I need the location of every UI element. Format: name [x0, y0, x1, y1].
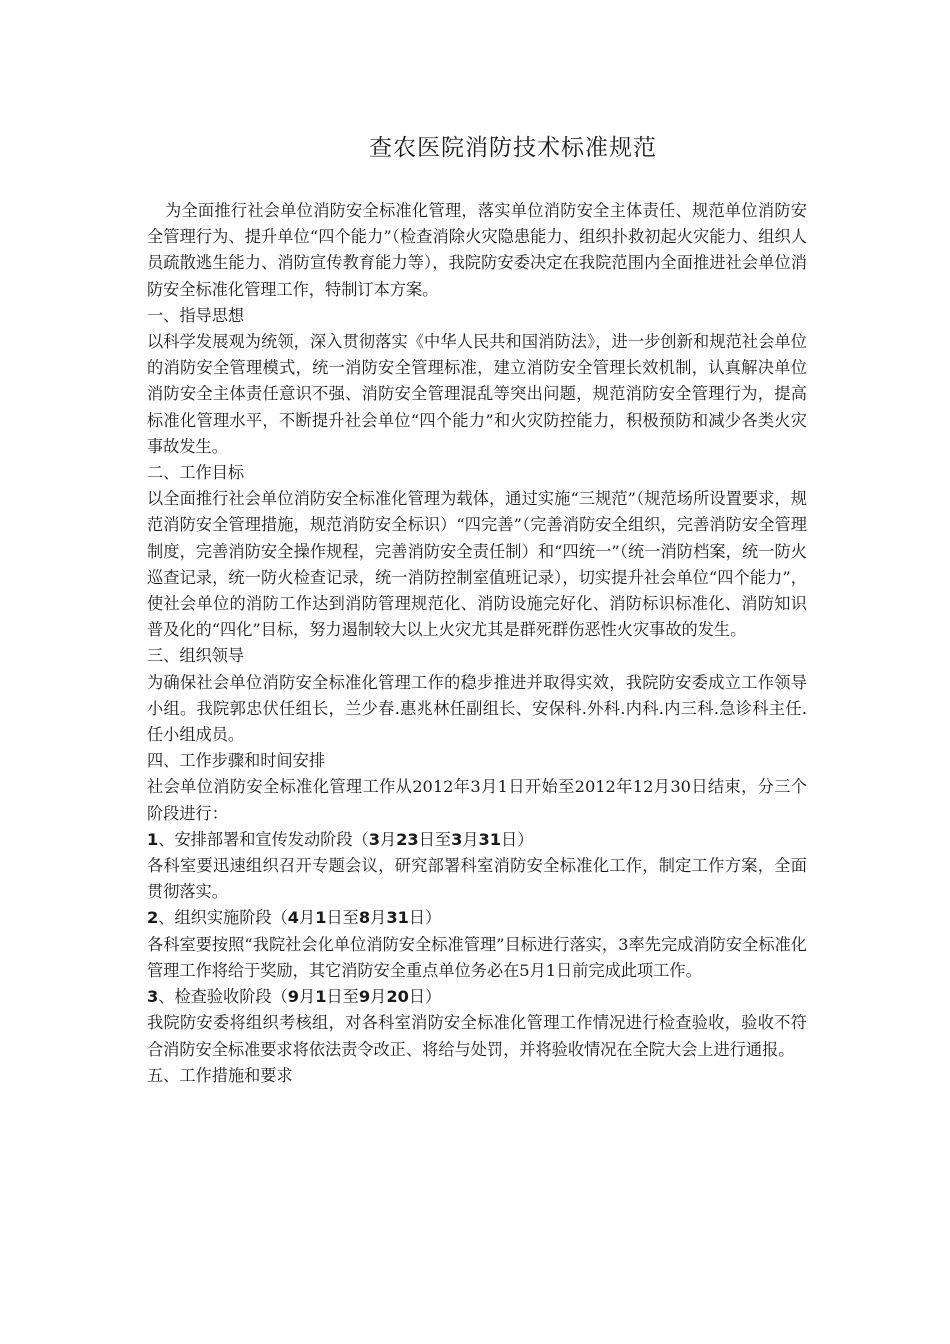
step-2-number: 2: [147, 908, 159, 928]
step-2-day-end: 31: [386, 908, 409, 928]
step-1-to: 日至: [418, 829, 452, 849]
section-1-text: 以科学发展观为统领，深入贯彻落实《中华人民共和国消防法》，进一步创新和规范社会单位的消防安全管理模式，统一消防安全管理标准，建立消防安全管理长效机制，认真解决单位消防安全主体责任意识不强、消防安全管理混乱等突出问题，规范消防安全管理行为，提高标准化管理水平，不断提升社会单位“四个能力”和火灾防控能力，积极预防和减少各类火灾事故发生。: [147, 332, 807, 456]
step-1-month-end: 3: [451, 829, 463, 849]
step-2-month-end: 8: [358, 908, 371, 928]
step-3-close: 日）: [408, 987, 442, 1007]
document-body: [147, 198, 807, 1089]
step-1-text: 各科室要迅速组织召开专题会议，研究部署科室消防安全标准化工作，制定工作方案，全面贯彻落实。: [147, 856, 807, 902]
section-1-heading: 一、指导思想: [147, 305, 245, 325]
step-3-month-unit-2: 月: [370, 987, 387, 1007]
step-3-day-end: 20: [386, 987, 409, 1007]
step-1-number: 1: [147, 829, 159, 849]
step-3-month-unit: 月: [299, 987, 316, 1007]
step-2-label: 、组织实施阶段（: [158, 908, 288, 928]
step-2-month-unit: 月: [299, 908, 316, 928]
step-2-month-start: 4: [287, 908, 300, 928]
step-3-label: 、检查验收阶段（: [158, 987, 288, 1007]
section-5-heading: 五、工作措施和要求: [147, 1065, 293, 1085]
step-2-text: 各科室要按照“我院社会化单位消防安全标准管理”目标进行落实，3率先完成消防安全标准化管理工作将给于奖励，其它消防安全重点单位务必在5月1日前完成此项工作。: [147, 934, 807, 980]
step-3-month-end: 9: [358, 987, 371, 1007]
step-3-text: 我院防安委将组织考核组，对各科室消防安全标准化管理工作情况进行检查验收，验收不符合消防安全标准要求将依法责令改正、将给与处罚，并将验收情况在全院大会上进行通报。: [147, 1013, 807, 1059]
step-1-label: 、安排部署和宣传发动阶段（: [158, 829, 369, 849]
section-4-text: 社会单位消防安全标准化管理工作从2012年3月1日开始至2012年12月30日结束，分三个阶段进行：: [147, 777, 807, 823]
section-3-heading: 三、组织领导: [147, 646, 245, 666]
step-2-to: 日至: [326, 908, 359, 928]
step-2-close: 日）: [408, 908, 442, 928]
step-3-to: 日至: [326, 987, 359, 1007]
step-1-day-start: 23: [396, 829, 419, 849]
step-1-close: 日）: [501, 829, 534, 849]
step-1-heading: [147, 827, 807, 853]
step-3-number: 3: [147, 987, 159, 1007]
step-1-month-unit: 月: [379, 829, 397, 849]
step-2-day-start: 1: [315, 908, 327, 928]
step-1-month-unit-2: 月: [462, 829, 479, 849]
intro-paragraph: 为全面推行社会单位消防安全标准化管理，落实单位消防安全主体责任、规范单位消防安全管理行为、提升单位“四个能力”（检查消除火灾隐患能力、组织扑救初起火灾能力、组织人员疏散逃生能力、消防宣传教育能力等），我院防安委决定在我院范围内全面推进社会单位消防安全标准化管理工作，特制订本方案。: [147, 201, 807, 299]
step-1-day-end: 31: [478, 829, 502, 849]
step-1-month-start: 3: [368, 829, 380, 849]
section-2-text: 以全面推行社会单位消防安全标准化管理为载体，通过实施“三规范”（规范场所设置要求，规范消防安全管理措施，规范消防安全标识）“四完善”（完善消防安全组织，完善消防安全管理制度，完善消防安全操作规程，完善消防安全责任制）和“四统一”（统一消防档案，统一防火巡查记录，统一防火检查记录，统一消防控制室值班记录），切实提升社会单位“四个能力”，使社会单位的消防工作达到消防管理规范化、消防设施完好化、消防标识标准化、消防知识普及化的“四化”目标，努力遏制较大以上火灾尤其是群死群伤恶性火灾事故的发生。: [147, 489, 807, 640]
section-2-heading: 二、工作目标: [147, 463, 245, 483]
section-4-heading: 四、工作步骤和时间安排: [147, 751, 326, 771]
step-2-heading: [147, 905, 807, 931]
document-title: 查农医院消防技术标准规范: [369, 135, 657, 161]
step-2-month-unit-2: 月: [370, 908, 387, 928]
step-3-month-start: 9: [287, 987, 300, 1007]
section-3-text: 为确保社会单位消防安全标准化管理工作的稳步推进并取得实效，我院防安委成立工作领导小组。我院郭忠伏任组长，兰少春.惠兆林任副组长、安保科.外科.内科.内三科.急诊科主任.任小组成员。: [147, 672, 807, 745]
step-3-day-start: 1: [315, 987, 327, 1007]
step-3-heading: [147, 984, 807, 1010]
